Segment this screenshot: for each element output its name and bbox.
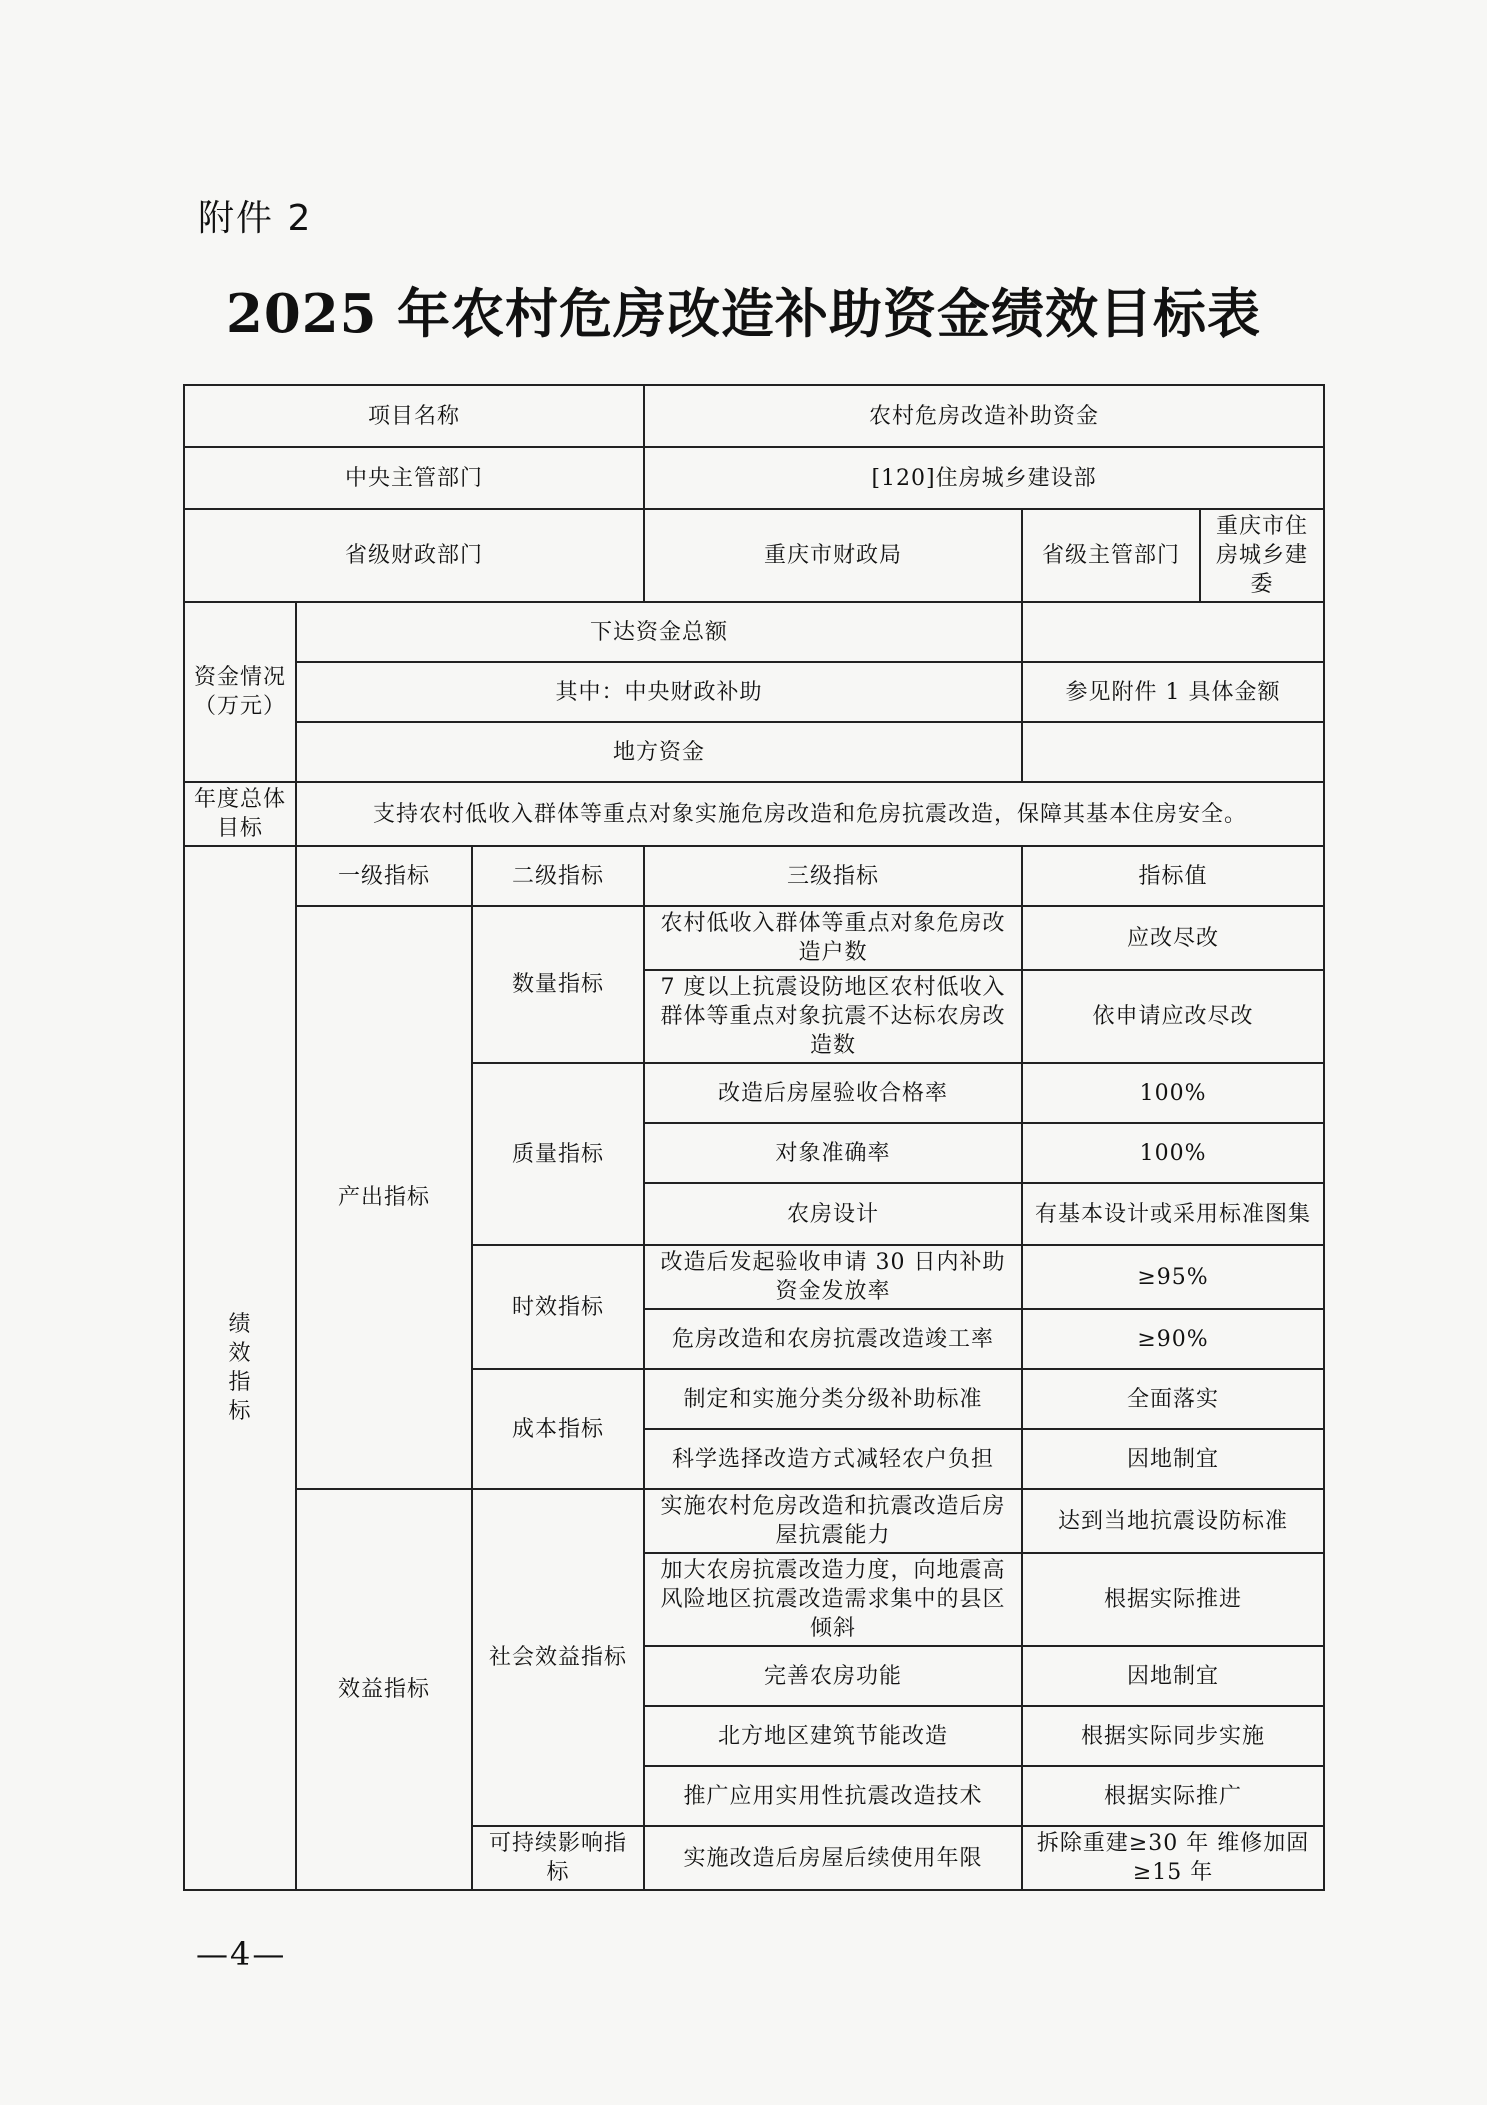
indicator-name: 制定和实施分类分级补助标准 [644,1369,1022,1429]
funding-local-value [1022,722,1324,782]
prov-dept-label: 省级主管部门 [1022,509,1200,602]
indicator-name: 实施改造后房屋后续使用年限 [644,1826,1022,1890]
indicator-value: 因地制宜 [1022,1646,1324,1706]
prov-finance-value: 重庆市财政局 [644,509,1022,602]
row-funding-local [184,722,1324,782]
indicator-value: 有基本设计或采用标准图集 [1022,1183,1324,1245]
table-row [184,906,1324,970]
indicator-value: 100% [1022,1063,1324,1123]
indicator-name: 北方地区建筑节能改造 [644,1706,1022,1766]
indicator-value: 达到当地抗震设防标准 [1022,1489,1324,1553]
indicator-value: 应改尽改 [1022,906,1324,970]
prov-dept-value: 重庆市住房城乡建委 [1200,509,1324,602]
indicator-value: ≥95% [1022,1245,1324,1309]
funding-central-value: 参见附件 1 具体金额 [1022,662,1324,722]
indicator-value: 根据实际同步实施 [1022,1706,1324,1766]
row-indicator-headers [184,846,1324,906]
attachment-label: 附件 2 [198,198,313,239]
indicator-name: 实施农村危房改造和抗震改造后房屋抗震能力 [644,1489,1022,1553]
prov-finance-label: 省级财政部门 [184,509,644,602]
social-benefit-indicator-label: 社会效益指标 [472,1489,644,1826]
indicator-value: 根据实际推进 [1022,1553,1324,1646]
indicator-name: 危房改造和农房抗震改造竣工率 [644,1309,1022,1369]
page-title: 2025 年农村危房改造补助资金绩效目标表 [226,283,1261,345]
row-funding-total [184,602,1324,662]
row-funding-central [184,662,1324,722]
funding-label: 资金情况（万元） [184,602,296,782]
indicator-name: 科学选择改造方式减轻农户负担 [644,1429,1022,1489]
annual-goal-label: 年度总体目标 [184,782,296,846]
output-indicator-label: 产出指标 [296,906,472,1489]
quality-indicator-label: 质量指标 [472,1063,644,1245]
indicator-name: 7 度以上抗震设防地区农村低收入群体等重点对象抗震不达标农房改造数 [644,970,1022,1063]
indicator-value: 依申请应改尽改 [1022,970,1324,1063]
indicator-value: 拆除重建≥30 年 维修加固≥15 年 [1022,1826,1324,1890]
indicator-value: 100% [1022,1123,1324,1183]
indicator-name: 加大农房抗震改造力度，向地震高风险地区抗震改造需求集中的县区倾斜 [644,1553,1022,1646]
indicator-name: 改造后发起验收申请 30 日内补助资金发放率 [644,1245,1022,1309]
benefit-indicator-label: 效益指标 [296,1489,472,1890]
funding-total-label: 下达资金总额 [296,602,1022,662]
project-name-label: 项目名称 [184,385,644,447]
indicators-label: 绩效指标 [184,846,296,1890]
indicator-name: 农房设计 [644,1183,1022,1245]
funding-total-value [1022,602,1324,662]
indicator-name: 推广应用实用性抗震改造技术 [644,1766,1022,1826]
row-central-dept [184,447,1324,509]
col-level1-header: 一级指标 [296,846,472,906]
central-dept-label: 中央主管部门 [184,447,644,509]
row-provincial-depts [184,509,1324,602]
col-level3-header: 三级指标 [644,846,1022,906]
timeliness-indicator-label: 时效指标 [472,1245,644,1369]
sustainable-indicator-label: 可持续影响指标 [472,1826,644,1890]
indicator-value: 全面落实 [1022,1369,1324,1429]
col-level2-header: 二级指标 [472,846,644,906]
indicator-name: 农村低收入群体等重点对象危房改造户数 [644,906,1022,970]
indicator-value: ≥90% [1022,1309,1324,1369]
central-dept-value: [120]住房城乡建设部 [644,447,1324,509]
indicator-name: 对象准确率 [644,1123,1022,1183]
indicator-value: 根据实际推广 [1022,1766,1324,1826]
funding-central-label: 其中：中央财政补助 [296,662,1022,722]
page-number: —4— [196,1935,287,1973]
table-row [184,1489,1324,1553]
annual-goal-text: 支持农村低收入群体等重点对象实施危房改造和危房抗震改造，保障其基本住房安全。 [296,782,1324,846]
col-value-header: 指标值 [1022,846,1324,906]
indicator-name: 完善农房功能 [644,1646,1022,1706]
project-name-value: 农村危房改造补助资金 [644,385,1324,447]
row-annual-goal [184,782,1324,846]
indicator-name: 改造后房屋验收合格率 [644,1063,1022,1123]
performance-target-table [183,384,1325,1891]
quantity-indicator-label: 数量指标 [472,906,644,1063]
cost-indicator-label: 成本指标 [472,1369,644,1489]
funding-local-label: 地方资金 [296,722,1022,782]
indicator-value: 因地制宜 [1022,1429,1324,1489]
row-project-name [184,385,1324,447]
